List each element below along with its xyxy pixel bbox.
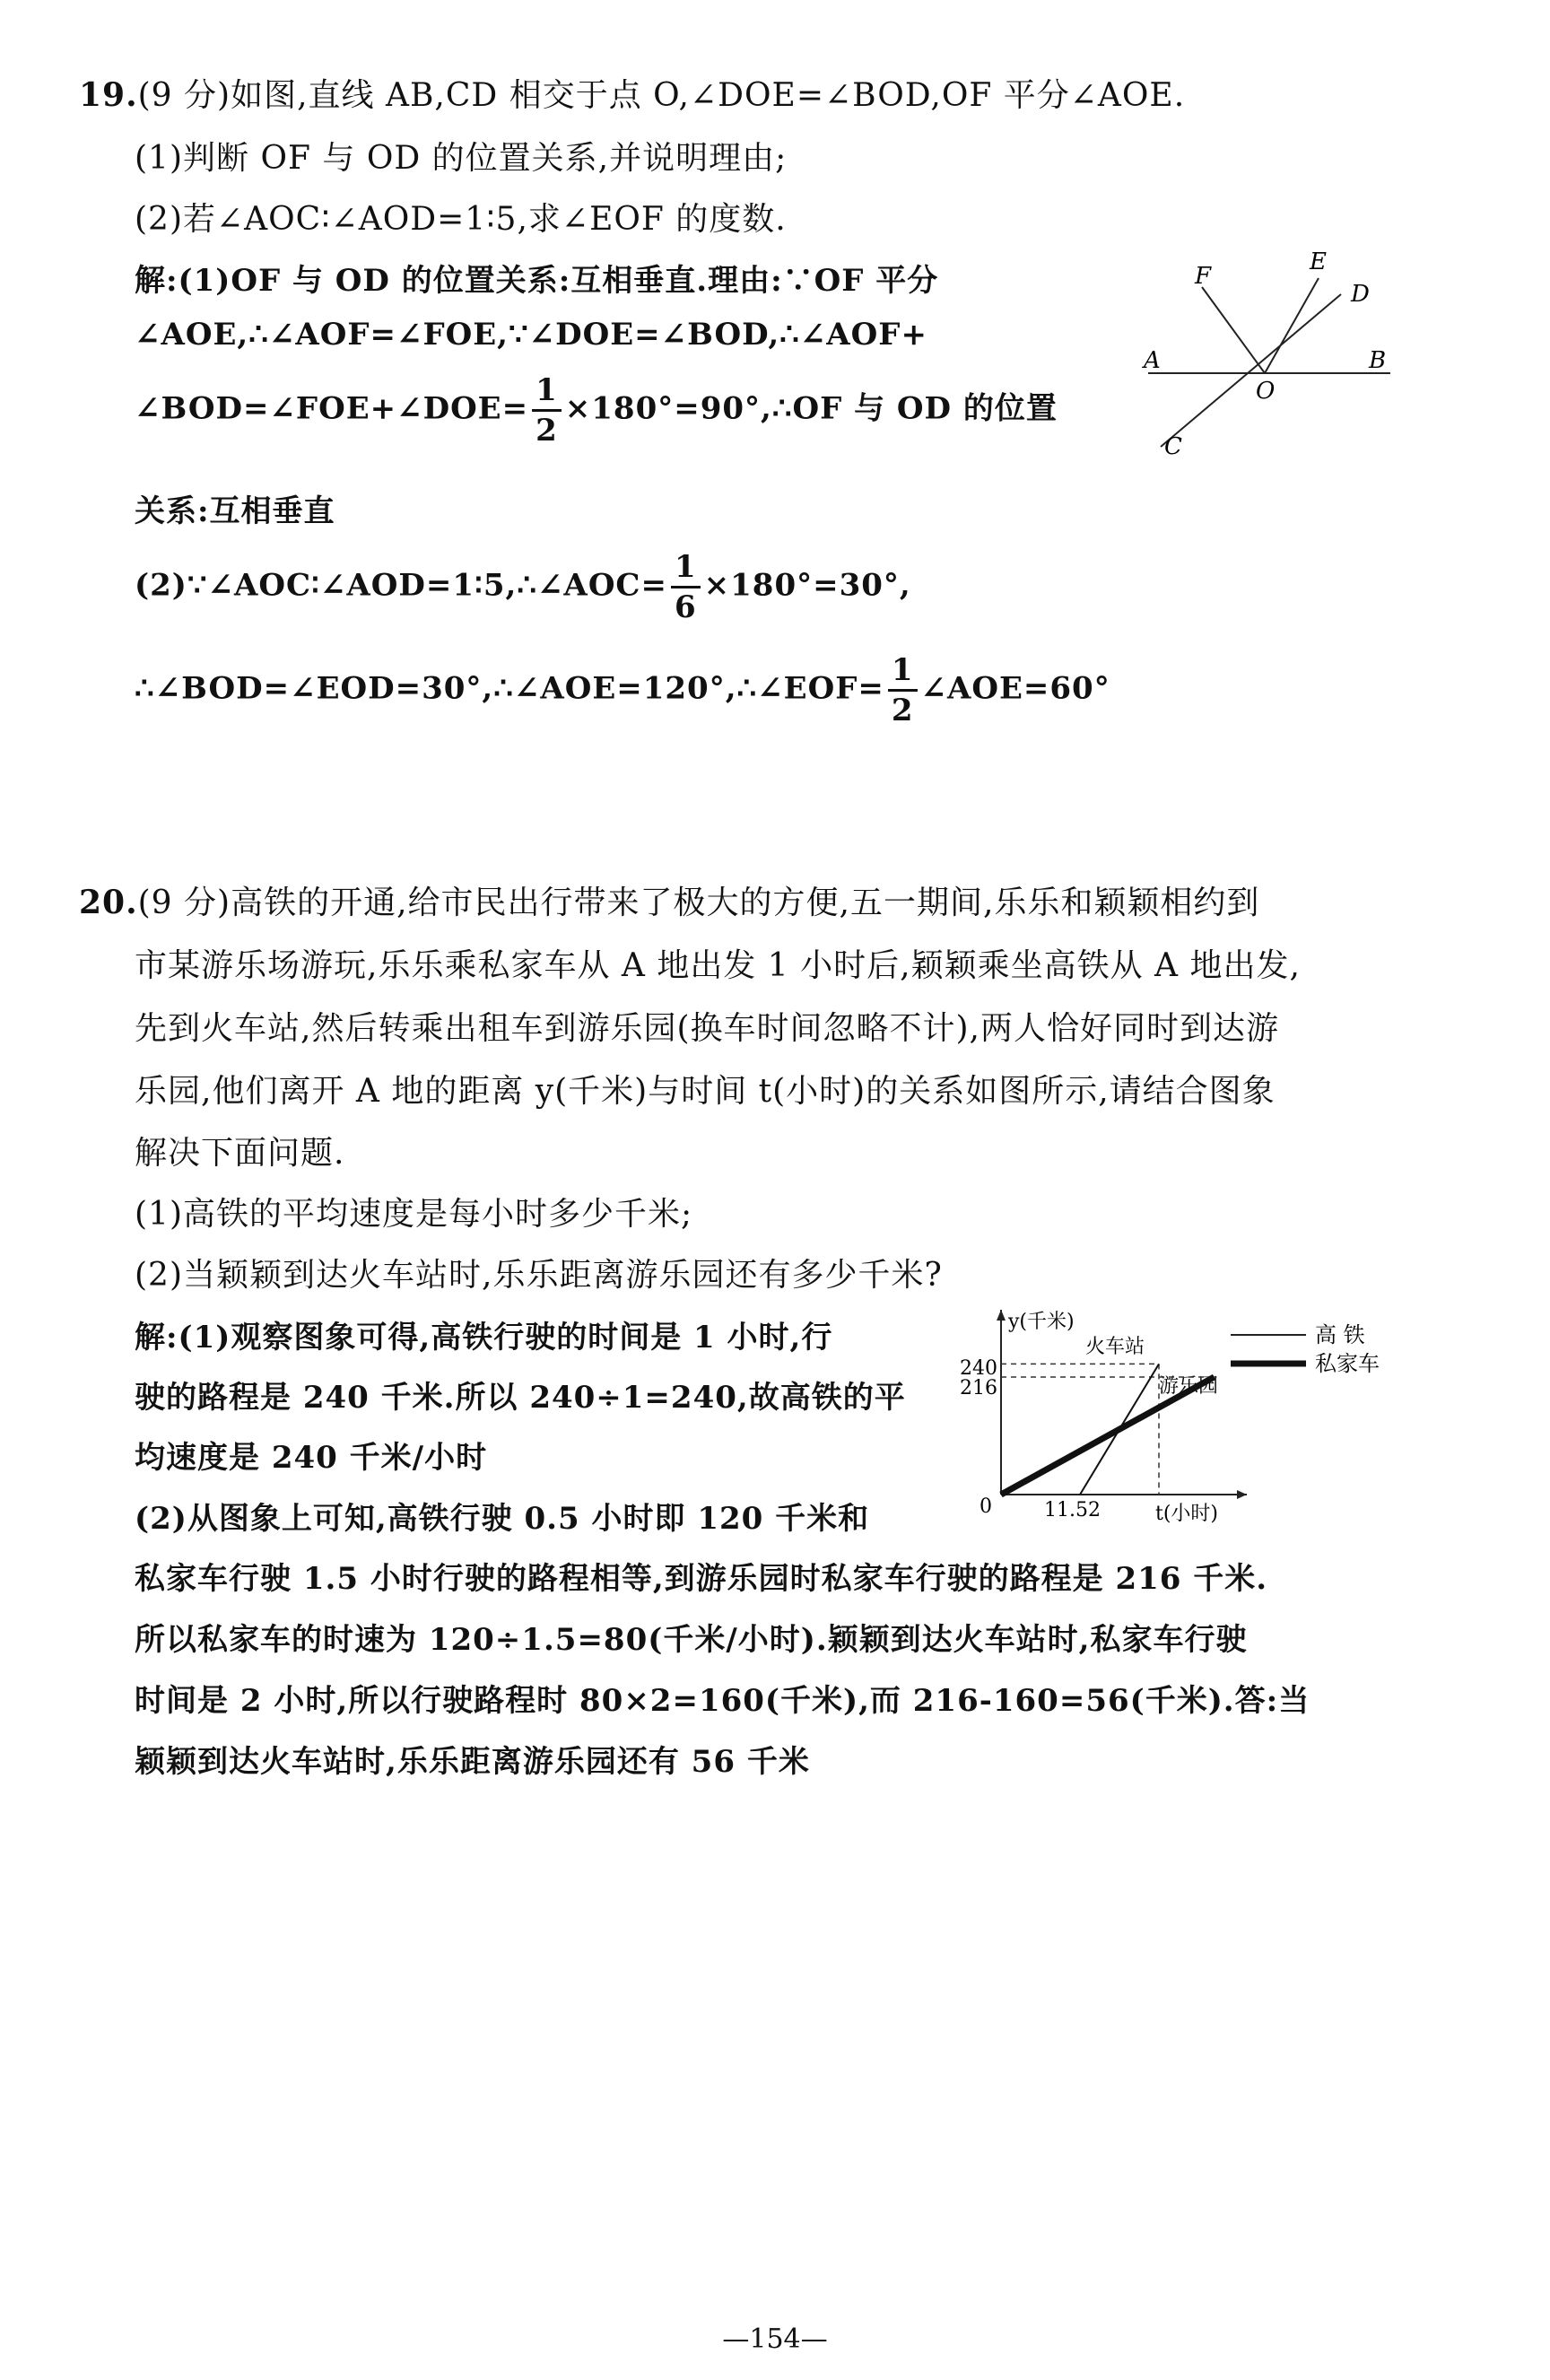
y-axis-arrow-icon: [997, 1310, 1006, 1321]
label-B: B: [1369, 347, 1387, 374]
fraction-half: [532, 372, 562, 449]
y-tick-216: 216: [960, 1377, 997, 1399]
label-C: C: [1164, 433, 1182, 460]
q19-header-text: (9 分)如图,直线 AB,CD 相交于点 O,∠DOE=∠BOD,OF 平分∠AOE.: [137, 77, 1186, 114]
label-A: A: [1144, 347, 1161, 374]
q19-part1: (1)判断 OF 与 OD 的位置关系,并说明理由;: [135, 140, 788, 177]
x-tick-labels: 11.52: [1044, 1499, 1101, 1521]
q19-solution-line2: ∠AOE,∴∠AOF=∠FOE,∵∠DOE=∠BOD,∴∠AOF+: [135, 317, 927, 353]
q20-line-0: [79, 877, 1259, 923]
q20-solution-line-2: 均速度是 240 千米/小时: [135, 1440, 488, 1476]
q19-sol-line3-post: ×180°=90°,∴OF 与 OD 的位置: [564, 390, 1058, 427]
page-number: —154—: [722, 2323, 828, 2355]
label-E: E: [1310, 248, 1327, 275]
q20-line-2: 先到火车站,然后转乘出租车到游乐园(换车时间忽略不计),两人恰好同时到达游: [135, 1010, 1279, 1047]
q20-solution-line-7: 颖颖到达火车站时,乐乐距离游乐园还有 56 千米: [135, 1744, 810, 1780]
q19-solution2-line1: [135, 549, 911, 625]
q19-sol2-line2-pre: ∴∠BOD=∠EOD=30°,∴∠AOE=120°,∴∠EOF=: [135, 670, 884, 707]
line-CD: [1161, 294, 1341, 447]
fraction-numerator: 1: [888, 655, 918, 692]
fraction-denominator: 2: [891, 693, 914, 728]
q20-solution-line-6: 时间是 2 小时,所以行驶路程时 80×2=160(千米),而 216-160=56(千米).答:当: [135, 1683, 1311, 1719]
label-O: O: [1256, 378, 1276, 405]
q19-number: 19.: [79, 76, 138, 114]
ray-OE: [1265, 278, 1319, 373]
q19-solution-line1: 解:(1)OF 与 OD 的位置关系:互相垂直.理由:∵OF 平分: [135, 263, 939, 299]
y-tick-240: 240: [960, 1357, 997, 1380]
annotation-train-station: 火车站: [1085, 1336, 1145, 1358]
q20-part1: (1)高铁的平均速度是每小时多少千米;: [135, 1196, 693, 1233]
q19-sol2-line1-post: ×180°=30°,: [703, 567, 911, 604]
fraction-numerator: 1: [532, 375, 562, 412]
fraction-denominator: 2: [536, 413, 558, 449]
q19-solution-line3: [135, 372, 1058, 449]
q20-part2: (2)当颖颖到达火车站时,乐乐距离游乐园还有多少千米?: [135, 1257, 943, 1294]
q20-line-4: 解决下面问题.: [135, 1135, 345, 1172]
q20-solution-line-1: 驶的路程是 240 千米.所以 240÷1=240,故高铁的平: [135, 1380, 906, 1416]
q19-solution-line4: 关系:互相垂直: [135, 493, 335, 529]
legend-label-highspeed: 高 铁: [1315, 1322, 1365, 1347]
x-axis-label: t(小时): [1155, 1503, 1219, 1525]
q20-distance-time-chart: [960, 1301, 1408, 1534]
q20-solution-line-4: 私家车行驶 1.5 小时行驶的路程相等,到游乐园时私家车行驶的路程是 216 千米.: [135, 1561, 1268, 1597]
q20-text-0: (9 分)高铁的开通,给市民出行带来了极大的方便,五一期间,乐乐和颖颖相约到: [137, 885, 1260, 921]
series-line-private-car: [1001, 1377, 1215, 1495]
q19-sol2-line2-post: ∠AOE=60°: [920, 670, 1110, 707]
q19-part2: (2)若∠AOC∶∠AOD=1∶5,求∠EOF 的度数.: [135, 201, 787, 238]
q19-solution2-line2: [135, 652, 1110, 728]
fraction-sixth: [671, 549, 701, 625]
label-D: D: [1351, 281, 1370, 308]
origin-label: 0: [980, 1495, 992, 1518]
fraction-half: [888, 652, 918, 728]
q20-solution-line-0: 解:(1)观察图象可得,高铁行驶的时间是 1 小时,行: [135, 1320, 833, 1356]
q20-solution-line-3: (2)从图象上可知,高铁行驶 0.5 小时即 120 千米和: [135, 1501, 870, 1537]
annotation-amusement-park: 游乐园: [1159, 1375, 1219, 1398]
q20-number: 20.: [79, 884, 138, 921]
ray-OF: [1202, 287, 1265, 373]
legend-label-private-car: 私家车: [1315, 1351, 1380, 1376]
q20-line-1: 市某游乐场游玩,乐乐乘私家车从 A 地出发 1 小时后,颖颖乘坐高铁从 A 地出发,: [135, 947, 1301, 984]
q20-line-3: 乐园,他们离开 A 地的距离 y(千米)与时间 t(小时)的关系如图所示,请结合图象: [135, 1073, 1276, 1110]
q19-sol2-line1-pre: (2)∵∠AOC∶∠AOD=1∶5,∴∠AOC=: [135, 567, 667, 604]
label-F: F: [1195, 263, 1212, 290]
q19-sol-line3-pre: ∠BOD=∠FOE+∠DOE=: [135, 390, 529, 427]
fraction-numerator: 1: [671, 552, 701, 588]
x-axis-arrow-icon: [1237, 1490, 1247, 1499]
q19-geometry-figure: [1139, 242, 1408, 475]
q20-solution-line-5: 所以私家车的时速为 120÷1.5=80(千米/小时).颖颖到达火车站时,私家车行驶: [135, 1622, 1248, 1658]
q19-header: [79, 70, 1185, 116]
fraction-denominator: 6: [674, 589, 697, 625]
y-axis-label: y(千米): [1008, 1311, 1075, 1333]
